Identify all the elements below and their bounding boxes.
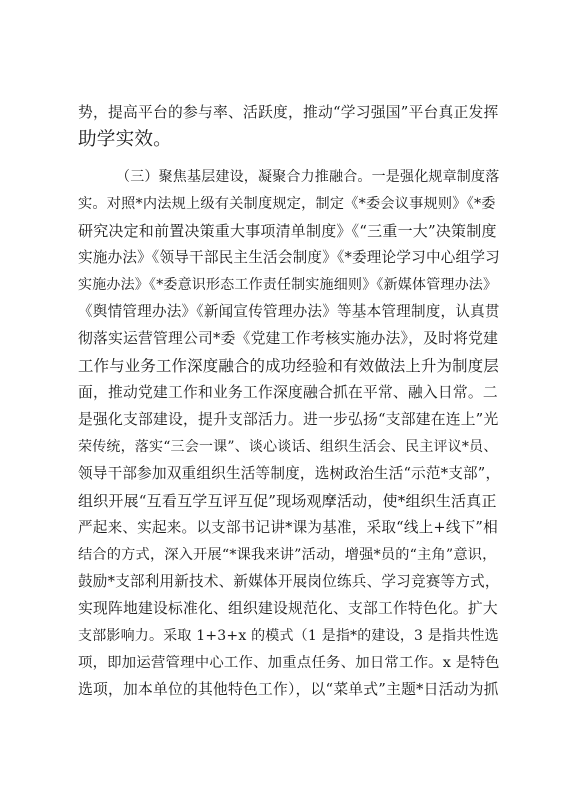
text-line: 严起来、实起来。以支部书记讲*课为基准，采取“线上+线下”相 bbox=[78, 519, 498, 536]
text-line: 荣传统，落实“三会一课”、谈心谈话、组织生活会、民主评议*员、 bbox=[78, 439, 498, 455]
text-line: 领导干部参加双重组织生活等制度，选树政治生活“示范*支部”， bbox=[78, 465, 501, 482]
text-line: 组织开展“互看互学互评互促”现场观摩活动，使*组织生活真正 bbox=[78, 492, 497, 510]
text-line: 项，即加运营管理中心工作、加重点任务、加日常工作。x 是特色 bbox=[78, 655, 500, 671]
text-line: 《舆情管理办法》《新闻宣传管理办法》等基本管理制度，认真贯 bbox=[78, 303, 500, 320]
section-heading-line: （三）聚焦基层建设，凝聚合力推融合。一是强化规章制度落 bbox=[116, 169, 500, 185]
text-line: 彻落实运营管理公司*委《党建工作考核实施办法》，及时将党建 bbox=[78, 330, 499, 347]
text-line: 是强化支部建设，提升支部活力。进一步弘扬“支部建在连上”光 bbox=[78, 411, 499, 428]
text-line: 面，推动党建工作和业务工作深度融合抓在平常、融入日常。二 bbox=[78, 384, 498, 401]
text-line: 实施办法》《*委意识形态工作责任制实施细则》《新媒体管理办法》 bbox=[78, 277, 498, 293]
text-line: 实。对照*内法规上级有关制度规定，制定《*委会议事规则》《*委 bbox=[78, 196, 496, 212]
text-line: 实现阵地建设标准化、组织建设规范化、支部工作特色化。扩大 bbox=[78, 600, 498, 617]
text-line: 研究决定和前置决策重大事项清单制度》《“三重一大”决策制度 bbox=[78, 222, 497, 240]
text-line: 势，提高平台的参与率、活跃度，推动“学习强国”平台真正发挥 bbox=[78, 104, 499, 121]
text-line: 鼓励*支部利用新技术、新媒体开展岗位练兵、学习竞赛等方式， bbox=[78, 573, 500, 590]
text-line: 结合的方式，深入开展“*课我来讲”活动，增强*员的“主角”意识， bbox=[78, 547, 497, 563]
text-line: 实施办法》《领导干部民主生活会制度》《*委理论学习中心组学习 bbox=[78, 249, 500, 266]
text-line: 选项，加本单位的其他特色工作），以“菜单式”主题*日活动为抓 bbox=[78, 681, 499, 698]
text-line: 工作与业务工作深度融合的成功经验和有效做法上升为制度层 bbox=[78, 357, 499, 375]
text-line: 助学实效。 bbox=[78, 129, 172, 150]
text-line: 支部影响力。采取 1+3+x 的模式（1 是指*的建设，3 是指共性选 bbox=[78, 628, 499, 644]
